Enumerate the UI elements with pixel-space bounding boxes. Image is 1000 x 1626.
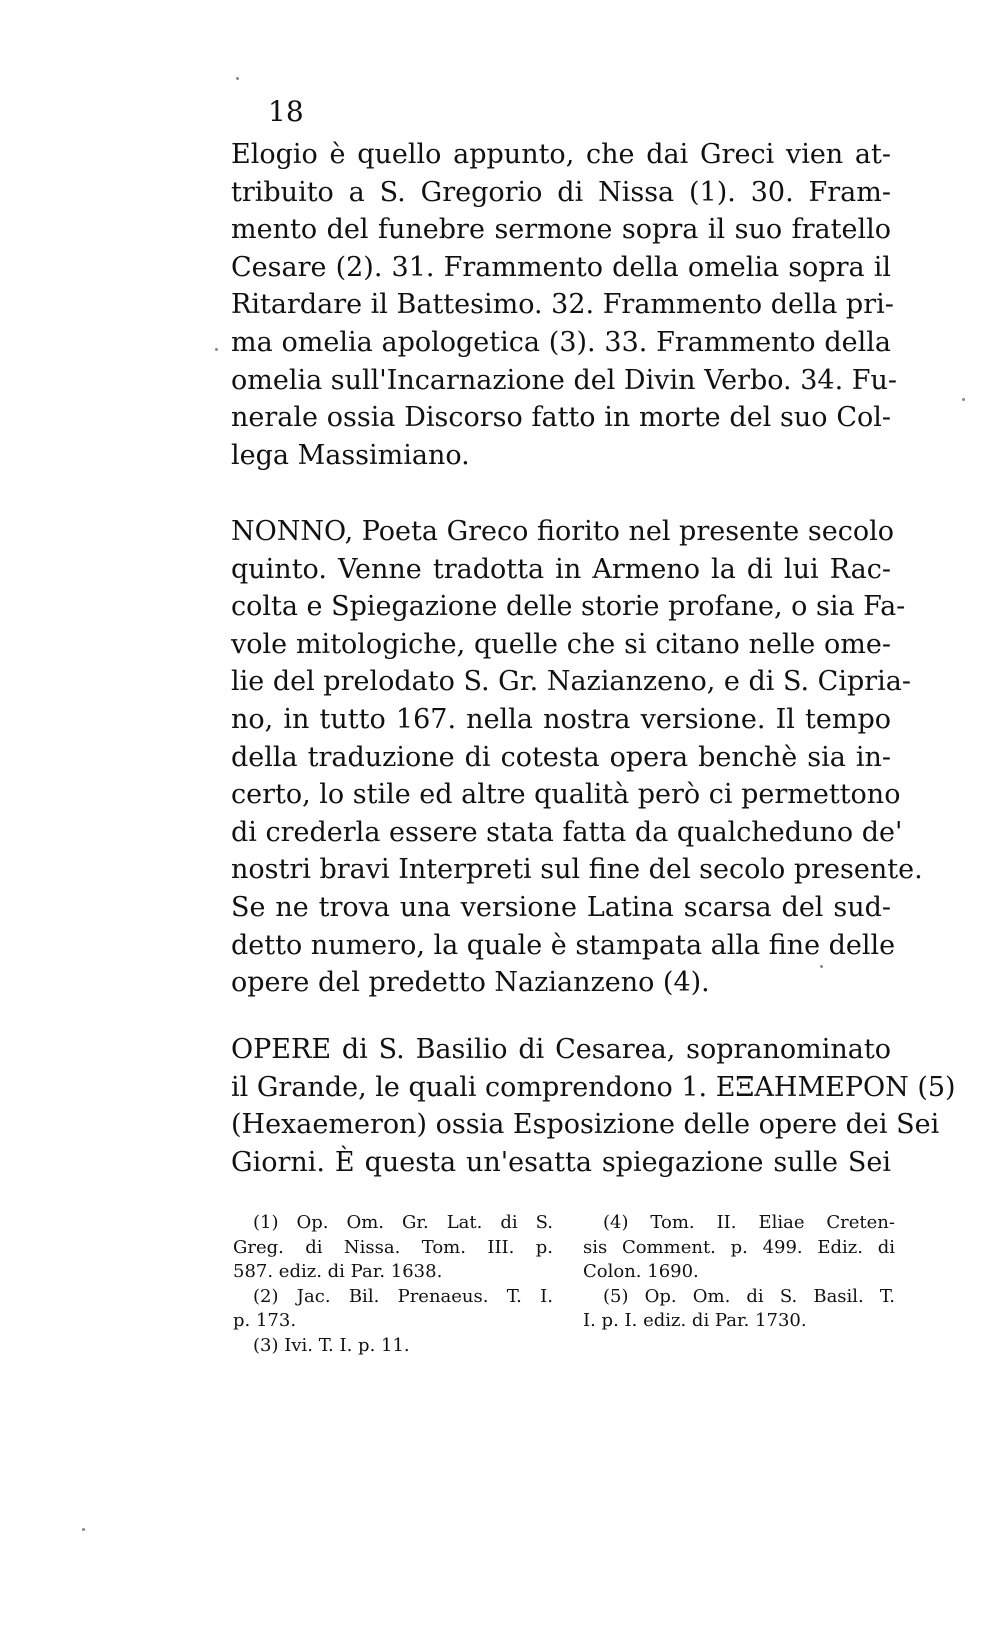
paragraph-nonno <box>231 513 923 1002</box>
text-line: il Grande, le quali comprendono 1. ΕΞΑΗΜΕΡΟΝ (5) <box>231 1071 956 1103</box>
text-line: Ritardare il Battesimo. 32. Frammento della pri- <box>231 289 894 321</box>
text-line: tribuito a S. Gregorio di Nissa (1). 30. Fram- <box>231 176 891 208</box>
text-line: detto numero, la quale è stampata alla fine delle <box>231 929 896 961</box>
footnote-line: (3) Ivi. T. I. p. 11. <box>253 1334 410 1356</box>
text-line: certo, lo stile ed altre qualità però ci permettono <box>231 779 901 811</box>
paper-speck <box>215 348 218 351</box>
text-line: quinto. Venne tradotta in Armeno la di lui Rac- <box>231 553 891 585</box>
text-line: nostri bravi Interpreti sul fine del secolo presente. <box>231 854 923 886</box>
footnote-line: (1) Op. Om. Gr. Lat. di S. <box>253 1212 553 1233</box>
text-line: della traduzione di cotesta opera benchè sia in- <box>231 741 891 773</box>
text-line: OPERE di S. Basilio di Cesarea, sopranominato <box>231 1034 891 1065</box>
text-line: Elogio è quello appunto, che dai Greci vien at- <box>231 139 891 170</box>
text-line: Se ne trova una versione Latina scarsa del sud- <box>231 891 891 923</box>
paragraph-opere-basilio <box>231 1031 956 1181</box>
text-line: (Hexaemeron) ossia Esposizione delle opere dei Sei <box>231 1109 940 1141</box>
footnote-line: 587. ediz. di Par. 1638. <box>233 1261 443 1282</box>
text-line: di crederla essere stata fatta da qualcheduno de' <box>231 816 903 848</box>
footnote-line: (5) Op. Om. di S. Basil. T. <box>603 1285 895 1307</box>
text-line: colta e Spiegazione delle storie profane, o sia Fa- <box>231 591 906 623</box>
footnotes-right-column <box>583 1211 895 1334</box>
text-line: no, in tutto 167. nella nostra versione. Il tempo <box>231 703 891 735</box>
text-line: ma omelia apologetica (3). 33. Frammento della <box>231 326 891 358</box>
footnote-line: (4) Tom. II. Eliae Creten- <box>603 1212 895 1233</box>
footnotes-left-column <box>233 1211 553 1358</box>
text-line: opere del predetto Nazianzeno (4). <box>231 967 710 999</box>
paper-speck <box>962 398 965 401</box>
text-line: vole mitologiche, quelle che si citano nelle ome- <box>231 628 891 660</box>
footnote-line: (2) Jac. Bil. Prenaeus. T. I. <box>253 1285 553 1307</box>
paragraph-gregorio <box>231 136 897 474</box>
paper-speck <box>236 77 239 80</box>
paper-speck <box>820 965 823 968</box>
text-line: NONNO, Poeta Greco fiorito nel presente secolo <box>231 516 894 547</box>
text-line: lega Massimiano. <box>231 439 470 471</box>
footnote-line: Greg. di Nissa. Tom. III. p. <box>233 1236 553 1258</box>
text-line: lie del prelodato S. Gr. Nazianzeno, e di S. Cipria- <box>231 666 911 698</box>
footnote-line: Colon. 1690. <box>583 1261 699 1282</box>
text-line: nerale ossia Discorso fatto in morte del suo Col- <box>231 402 891 434</box>
text-line: Cesare (2). 31. Frammento della omelia sopra il <box>231 251 891 283</box>
footnote-line: I. p. I. ediz. di Par. 1730. <box>583 1310 807 1331</box>
text-line: mento del funebre sermone sopra il suo fratello <box>231 214 891 246</box>
footnote-line: p. 173. <box>233 1310 297 1331</box>
text-line: omelia sull'Incarnazione del Divin Verbo. 34. Fu- <box>231 364 897 396</box>
page-number: 18 <box>268 95 304 128</box>
text-line: Giorni. È questa un'esatta spiegazione sulle Sei <box>231 1146 891 1178</box>
paper-speck <box>82 1528 85 1531</box>
footnote-line: sis Comment. p. 499. Ediz. di <box>583 1236 895 1258</box>
